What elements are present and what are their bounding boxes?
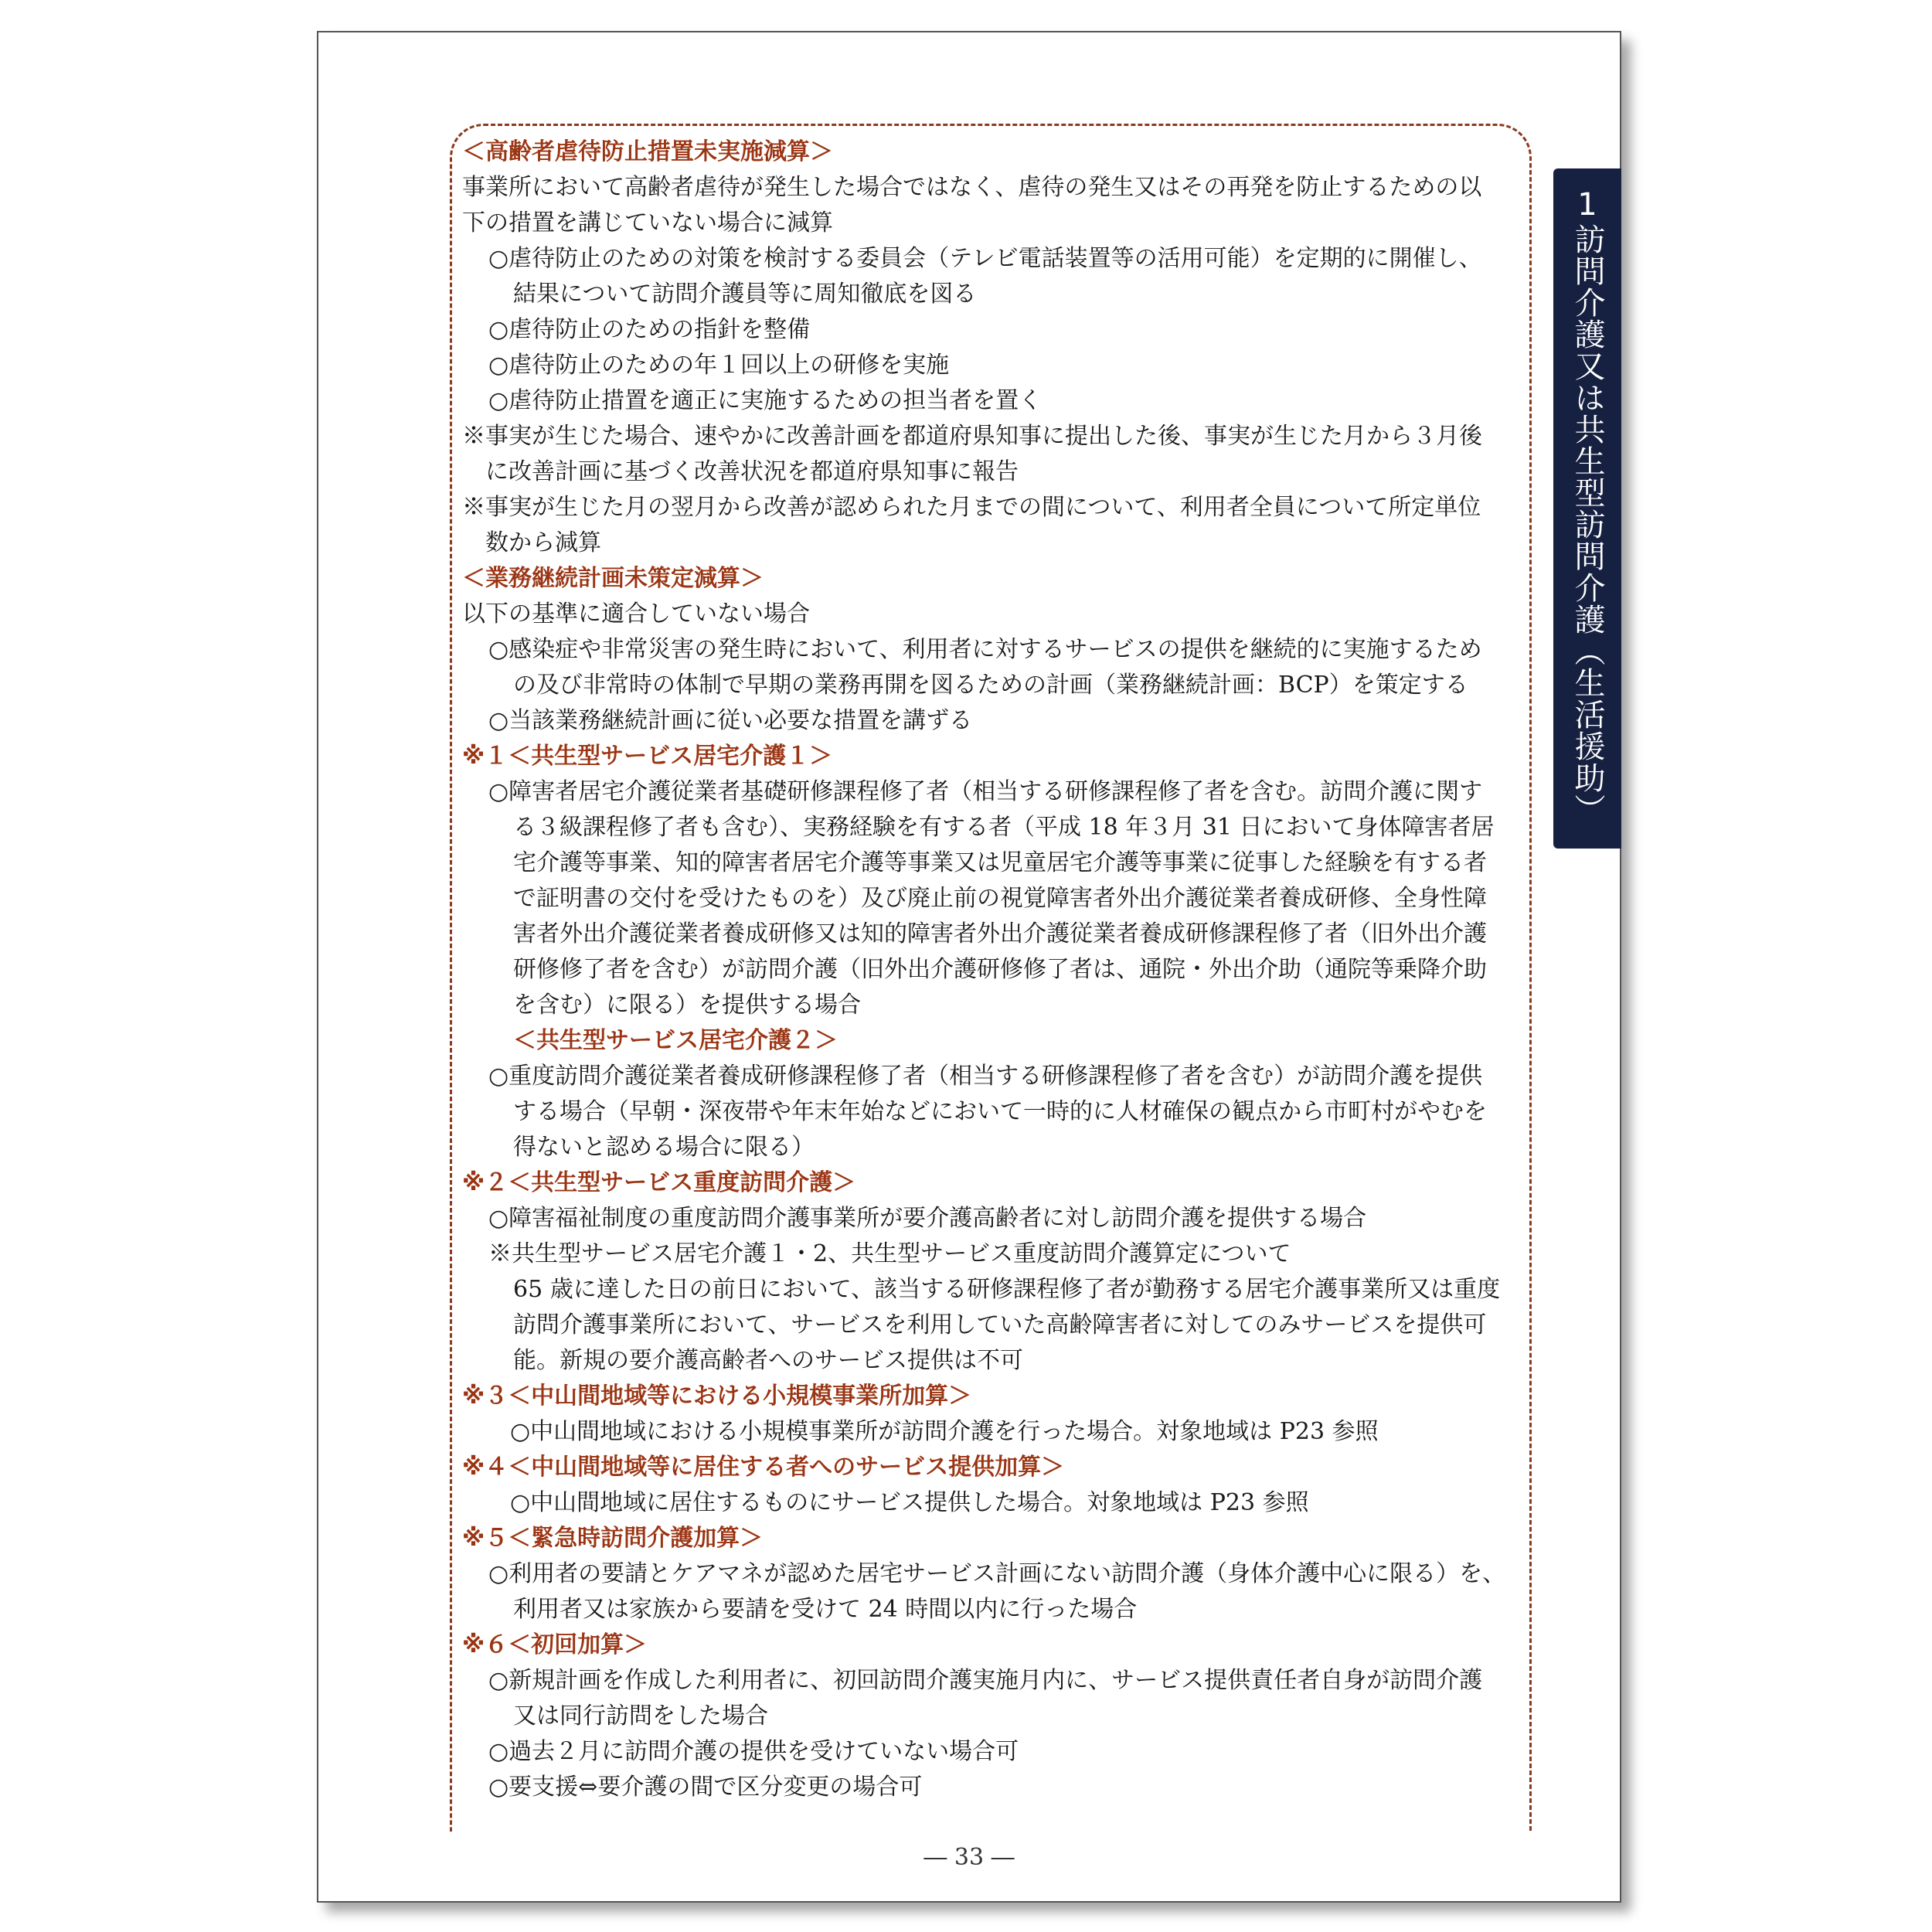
section-heading: ※４＜中山間地域等に居住する者へのサービス提供加算＞ xyxy=(462,1454,1065,1481)
text-line: ※事実が生じた月の翌月から改善が認められた月までの間について、利用者全員について所定単位 xyxy=(462,494,1481,521)
text-line: ○新規計画を作成した利用者に、初回訪問介護実施月内に、サービス提供責任者自身が訪問介護 xyxy=(488,1667,1483,1694)
text-line: ○過去２月に訪問介護の提供を受けていない場合可 xyxy=(488,1738,1019,1765)
text-line: ○虐待防止のための対策を検討する委員会（テレビ電話装置等の活用可能）を定期的に開催し、 xyxy=(488,245,1482,272)
text-line: 又は同行訪問をした場合 xyxy=(513,1702,768,1730)
document-page xyxy=(317,31,1621,1903)
text-line: ○中山間地域に居住するものにサービス提供した場合。対象地域は P23 参照 xyxy=(510,1489,1309,1516)
section-heading: ＜共生型サービス居宅介護２＞ xyxy=(513,1027,838,1054)
text-line: で証明書の交付を受けたものを）及び廃止前の視覚障害者外出介護従業者養成研修、全身性障 xyxy=(513,885,1487,912)
content-block xyxy=(462,134,1524,1805)
text-line: 訪問介護事業所において、サービスを利用していた高齢障害者に対してのみサービスを提供可 xyxy=(513,1311,1487,1338)
text-line: 宅介護等事業、知的障害者居宅介護等事業又は児童居宅介護等事業に従事した経験を有する者 xyxy=(513,849,1487,876)
text-line: ※事実が生じた場合、速やかに改善計画を都道府県知事に提出した後、事実が生じた月から３月後 xyxy=(462,423,1482,450)
text-line: ○重度訪問介護従業者養成研修課程修了者（相当する研修課程修了者を含む）が訪問介護を提供 xyxy=(488,1063,1483,1090)
text-line: ○感染症や非常災害の発生時において、利用者に対するサービスの提供を継続的に実施するため xyxy=(488,636,1482,663)
text-line: 数から減算 xyxy=(485,529,601,556)
page-number: ― 33 ― xyxy=(923,1844,1015,1871)
text-line: 結果について訪問介護員等に周知徹底を図る xyxy=(513,281,977,308)
side-tab-label: 1訪問介護又は共生型訪問介護（生活援助） xyxy=(1570,187,1605,825)
text-line: 能。新規の要介護高齢者へのサービス提供は不可 xyxy=(513,1347,1023,1374)
text-line: 以下の基準に適合していない場合 xyxy=(462,600,810,628)
text-line: ○障害者居宅介護従業者基礎研修課程修了者（相当する研修課程修了者を含む。訪問介護に関す xyxy=(488,778,1483,805)
section-heading: ※２＜共生型サービス重度訪問介護＞ xyxy=(462,1169,856,1196)
text-line: する場合（早朝・深夜帯や年末年始などにおいて一時的に人材確保の観点から市町村がやむを xyxy=(513,1098,1487,1125)
text-line: ○当該業務継続計画に従い必要な措置を講ずる xyxy=(488,707,973,734)
section-heading: ※３＜中山間地域等における小規模事業所加算＞ xyxy=(462,1383,972,1410)
text-line: ○利用者の要請とケアマネが認めた居宅サービス計画にない訪問介護（身体介護中心に限る）を、 xyxy=(488,1560,1506,1587)
text-line: 利用者又は家族から要請を受けて 24 時間以内に行った場合 xyxy=(513,1596,1138,1623)
text-line: を含む）に限る）を提供する場合 xyxy=(513,992,861,1019)
section-heading: ※１＜共生型サービス居宅介護１＞ xyxy=(462,743,833,770)
text-line: ○障害福祉制度の重度訪問介護事業所が要介護高齢者に対し訪問介護を提供する場合 xyxy=(488,1205,1367,1232)
text-line: ○要支援⇔要介護の間で区分変更の場合可 xyxy=(488,1774,923,1801)
text-line: ※共生型サービス居宅介護１・2、共生型サービス重度訪問介護算定について xyxy=(488,1240,1291,1267)
text-line: 害者外出介護従業者養成研修又は知的障害者外出介護従業者養成研修課程修了者（旧外出介護 xyxy=(513,920,1487,947)
text-line: の及び非常時の体制で早期の業務再開を図るための計画（業務継続計画：BCP）を策定する xyxy=(513,672,1468,699)
text-line: 得ないと認める場合に限る） xyxy=(513,1134,815,1161)
section-heading: ＜高齢者虐待防止措置未実施減算＞ xyxy=(462,138,833,165)
text-line: に改善計画に基づく改善状況を都道府県知事に報告 xyxy=(485,458,1019,485)
text-line: ○虐待防止のための年１回以上の研修を実施 xyxy=(488,352,950,379)
text-line: 研修修了者を含む）が訪問介護（旧外出介護研修修了者は、通院・外出介助（通院等乗降介助 xyxy=(513,956,1487,983)
text-line: る３級課程修了者も含む）、実務経験を有する者（平成 18 年３月 31 日において身体障害者居 xyxy=(513,814,1495,841)
text-line: 65 歳に達した日の前日において、該当する研修課程修了者が勤務する居宅介護事業所又は重度 xyxy=(513,1276,1501,1303)
text-line: 下の措置を講じていない場合に減算 xyxy=(462,209,833,236)
section-heading: ※６＜初回加算＞ xyxy=(462,1631,648,1658)
section-side-tab xyxy=(1553,168,1621,849)
text-line: 事業所において高齢者虐待が発生した場合ではなく、虐待の発生又はその再発を防止するための以 xyxy=(462,174,1482,201)
text-line: ○虐待防止のための指針を整備 xyxy=(488,316,811,343)
section-heading: ※５＜緊急時訪問介護加算＞ xyxy=(462,1525,764,1552)
text-line: ○虐待防止措置を適正に実施するための担当者を置く xyxy=(488,387,1043,414)
section-heading: ＜業務継続計画未策定減算＞ xyxy=(462,565,764,592)
text-line: ○中山間地域における小規模事業所が訪問介護を行った場合。対象地域は P23 参照 xyxy=(510,1418,1379,1445)
